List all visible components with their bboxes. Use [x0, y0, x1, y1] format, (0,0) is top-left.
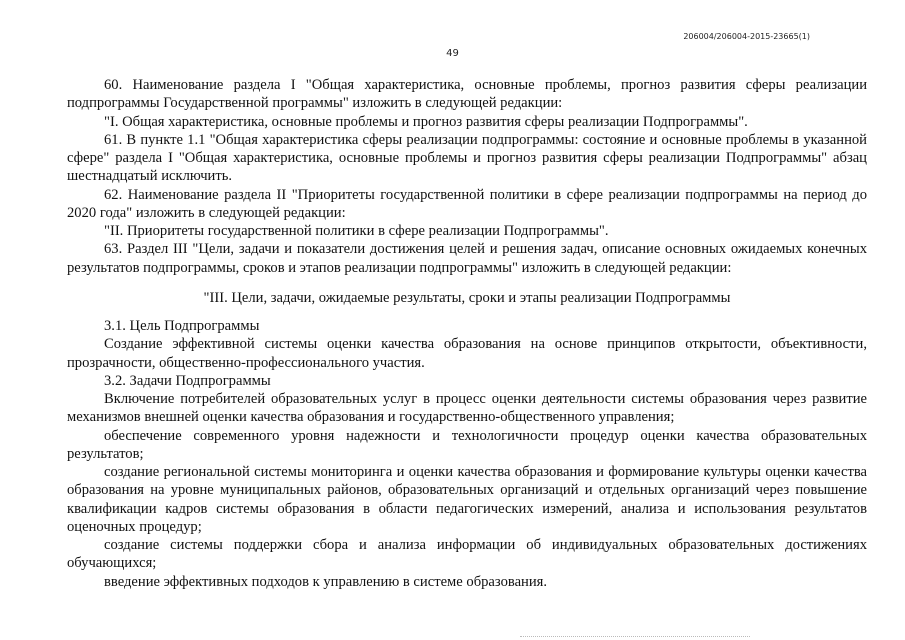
paragraph-60-quote: "I. Общая характеристика, основные проблемы и прогноз развития сферы реализации Подпрограммы".: [104, 113, 748, 130]
goal-heading: 3.1. Цель Подпрограммы: [104, 318, 260, 334]
paragraph-62: 62. Наименование раздела II "Приоритеты государственной политики в сфере реализации подпрограммы на период до 2020 года" изложить в следующей редакции:: [67, 186, 867, 221]
paragraph-63: 63. Раздел III "Цели, задачи и показатели достижения целей и решения задач, описание основных ожидаемых конечных результатов подпрограммы, сроков и этапов реализации подпрограммы" изложить в следующей редакции:: [67, 241, 867, 276]
task-item: введение эффективных подходов к управлению в системе образования.: [104, 573, 548, 590]
task-item: создание региональной системы мониторинга и оценки качества образования и формирование культуры оценки качества образования на уровне муниципальных районов, образовательных организаций и отдельных организаций через повышение квалификации кадров системы образования в области педагогических измерений, анализа и использования результатов оценочных процедур;: [67, 464, 867, 535]
task-item: создание системы поддержки сбора и анализа информации об индивидуальных образовательных достижениях обучающихся;: [67, 537, 867, 572]
paragraph-61: 61. В пункте 1.1 "Общая характеристика сферы реализации подпрограммы: состояние и основные проблемы в указанной сфере" раздела I "Общая характеристика, основные проблемы и прогноз развития сферы реализации Подпрограммы" абзац шестнадцатый исключить.: [67, 131, 867, 185]
tasks-heading: 3.2. Задачи Подпрограммы: [104, 372, 271, 389]
page-number: 49: [446, 48, 459, 59]
goal-text: Создание эффективной системы оценки качества образования на основе принципов открытости, объективности, прозрачности, общественно-профессионального участия.: [67, 336, 867, 371]
scan-artifact: [520, 636, 750, 640]
document-body: [67, 76, 867, 591]
task-item: обеспечение современного уровня надежности и технологичности процедур оценки качества образовательных результатов;: [67, 427, 867, 462]
section-heading: "III. Цели, задачи, ожидаемые результаты, сроки и этапы реализации Подпрограммы: [203, 289, 731, 306]
task-item: Включение потребителей образовательных услуг в процесс оценки деятельности системы образования через развитие механизмов внешней оценки качества образования и государственно-общественного управления;: [67, 391, 867, 426]
document-id: 206004/206004-2015-23665(1): [683, 32, 810, 41]
paragraph-62-quote: "II. Приоритеты государственной политики в сфере реализации Подпрограммы".: [104, 223, 609, 239]
paragraph-60: 60. Наименование раздела I "Общая характеристика, основные проблемы, прогноз развития сферы реализации подпрограммы Государственной программы" изложить в следующей редакции:: [67, 77, 867, 112]
